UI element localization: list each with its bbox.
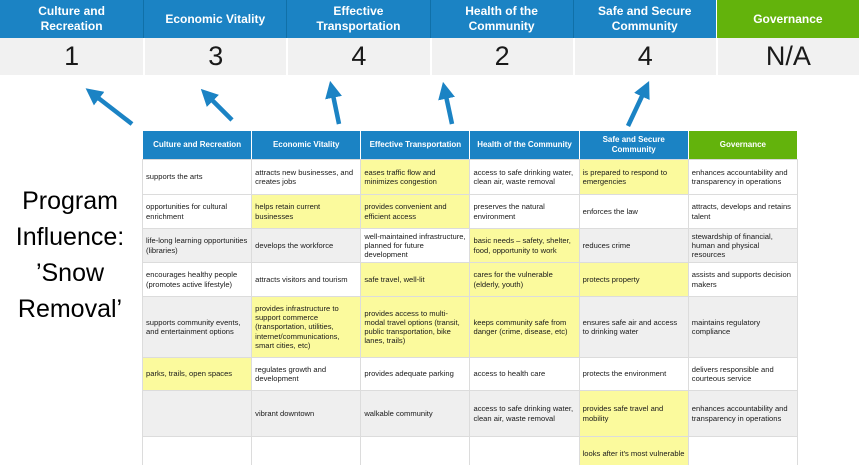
matrix-header: Culture and Recreation (143, 131, 252, 160)
arrow-culture-recreation (97, 97, 132, 124)
matrix-cell: preserves the natural environment (470, 195, 579, 229)
priority-banner (0, 0, 859, 38)
banner-culture-recreation: Culture and Recreation (0, 0, 143, 38)
matrix-cell: regulates growth and development (252, 358, 361, 391)
table-row (143, 358, 798, 391)
score-health-community: 2 (430, 38, 573, 75)
matrix-cell: provides infrastructure to support commerce (transportation, utilities, internet/communications, smart cities, etc) (252, 297, 361, 358)
matrix-cell: stewardship of financial, human and physical resources (688, 229, 797, 263)
matrix-header: Economic Vitality (252, 131, 361, 160)
banner-safe-secure-community: Safe and Secure Community (573, 0, 716, 38)
matrix-cell: access to safe drinking water, clean air, waste removal (470, 391, 579, 437)
matrix-cell: well-maintained infrastructure, planned for future development (361, 229, 470, 263)
matrix-cell: attracts new businesses, and creates jobs (252, 160, 361, 195)
matrix-cell: protects property (579, 263, 688, 297)
matrix-cell: attracts, develops and retains talent (688, 195, 797, 229)
matrix-cell: enforces the law (579, 195, 688, 229)
matrix-cell: maintains regulatory compliance (688, 297, 797, 358)
matrix-cell: ensures safe air and access to drinking water (579, 297, 688, 358)
score-effective-transportation: 4 (286, 38, 429, 75)
score-safe-secure-community: 4 (573, 38, 716, 75)
matrix-header-row (143, 131, 798, 160)
arrow-effective-transportation (333, 95, 339, 124)
matrix-cell (143, 391, 252, 437)
program-influence-title: Program Influence: ’Snow Removal’ (15, 187, 125, 323)
matrix-cell: protects the environment (579, 358, 688, 391)
matrix-cell: vibrant downtown (252, 391, 361, 437)
matrix-cell: helps retain current businesses (252, 195, 361, 229)
matrix-cell: assists and supports decision makers (688, 263, 797, 297)
matrix-cell: safe travel, well-lit (361, 263, 470, 297)
matrix-cell: supports the arts (143, 160, 252, 195)
table-row (143, 195, 798, 229)
matrix-cell: develops the workforce (252, 229, 361, 263)
matrix-cell: walkable community (361, 391, 470, 437)
matrix-cell: basic needs – safety, shelter, food, opportunity to work (470, 229, 579, 263)
matrix-cell (470, 437, 579, 465)
matrix-header: Health of the Community (470, 131, 579, 160)
matrix-cell: access to safe drinking water, clean air, waste removal (470, 160, 579, 195)
matrix-cell: provides safe travel and mobility (579, 391, 688, 437)
banner-effective-transportation: Effective Transportation (286, 0, 429, 38)
matrix-cell: access to health care (470, 358, 579, 391)
matrix-cell: encourages healthy people (promotes active lifestyle) (143, 263, 252, 297)
matrix-header: Effective Transportation (361, 131, 470, 160)
matrix-header: Governance (688, 131, 797, 160)
matrix-cell: is prepared to respond to emergencies (579, 160, 688, 195)
matrix-cell: eases traffic flow and minimizes congestion (361, 160, 470, 195)
matrix-cell: life-long learning opportunities (libraries) (143, 229, 252, 263)
arrow-economic-vitality (211, 99, 232, 120)
influence-matrix-table (142, 130, 798, 465)
influence-arrows-graphic (0, 74, 859, 130)
score-economic-vitality: 3 (143, 38, 286, 75)
matrix-cell (361, 437, 470, 465)
banner-governance: Governance (716, 0, 859, 38)
matrix-cell: keeps community safe from danger (crime, disease, etc) (470, 297, 579, 358)
score-governance: N/A (716, 38, 859, 75)
matrix-cell: attracts visitors and tourism (252, 263, 361, 297)
matrix-cell: provides access to multi-modal travel options (transit, public transportation, bike lanes, trails) (361, 297, 470, 358)
matrix-cell: parks, trails, open spaces (143, 358, 252, 391)
matrix-cell (143, 437, 252, 465)
banner-economic-vitality: Economic Vitality (143, 0, 286, 38)
matrix-cell: opportunities for cultural enrichment (143, 195, 252, 229)
score-row (0, 38, 859, 75)
matrix-cell (688, 437, 797, 465)
matrix-cell: cares for the vulnerable (elderly, youth) (470, 263, 579, 297)
matrix-cell: supports community events, and entertainment options (143, 297, 252, 358)
matrix-cell: provides adequate parking (361, 358, 470, 391)
table-row (143, 437, 798, 465)
arrow-safe-secure-community (628, 94, 643, 126)
matrix-cell: reduces crime (579, 229, 688, 263)
arrow-health-community (446, 96, 452, 124)
score-culture-recreation: 1 (0, 38, 143, 75)
table-row (143, 229, 798, 263)
matrix-cell: provides convenient and efficient access (361, 195, 470, 229)
matrix-cell (252, 437, 361, 465)
matrix-cell: delivers responsible and courteous service (688, 358, 797, 391)
table-row (143, 297, 798, 358)
table-row (143, 391, 798, 437)
matrix-header: Safe and Secure Community (579, 131, 688, 160)
matrix-cell: looks after it's most vulnerable (579, 437, 688, 465)
table-row (143, 263, 798, 297)
matrix-cell: enhances accountability and transparency in operations (688, 160, 797, 195)
matrix-cell: enhances accountability and transparency in operations (688, 391, 797, 437)
banner-health-community: Health of the Community (430, 0, 573, 38)
table-row (143, 160, 798, 195)
